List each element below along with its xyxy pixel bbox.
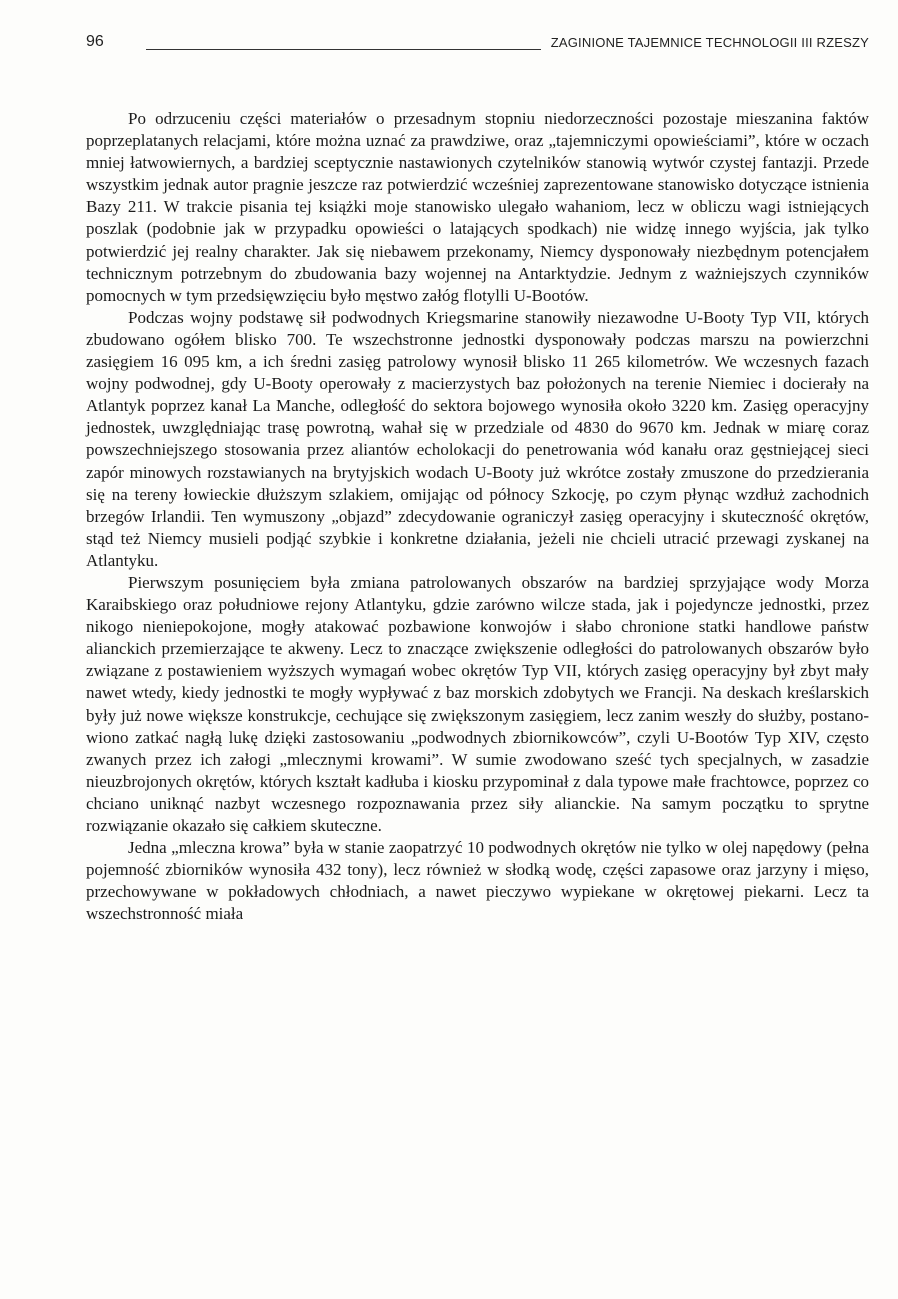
body-text xyxy=(86,108,869,925)
running-header xyxy=(86,32,869,56)
header-rule xyxy=(146,49,541,50)
page-number: 96 xyxy=(86,33,104,50)
paragraph: Pierwszym posunięciem była zmiana patrolowanych obszarów na bardziej sprzyjające wody Morza Karaibskiego oraz południowe rejony Atlantyku, gdzie zarówno wilcze stada, jak i pojedyncze jednostki, przez nikogo nieniepokojone, mogły atakować pozbawione konwojów i słabo chronione statki handlowe państw alianckich przemierzające te akweny. Lecz to znaczące zwiększenie odległości do patrolowanych obszarów było związane z postawieniem wyższych wymagań wobec okrętów Typ VII, których zasięg operacyjny był zbyt mały nawet wtedy, kiedy jednostki te mogły wypływać z baz morskich zdobytych we Francji. Na deskach kreślarskich były już nowe większe konstrukcje, cechujące się zwiększonym zasięgiem, lecz zanim weszły do służby, postanowiono zatkać nagłą lukę dzięki zastosowaniu „podwodnych zbiornikowców”, czyli U-Bootów Typ XIV, często zwanych przez ich załogi „mlecznymi krowami”. W sumie zwodowano sześć tych specjalnych, w zasadzie nieuzbrojonych okrętów, których kształt kadłuba i kiosku przypominał z dala typowe małe frachtowce, poprzez co chciano uniknąć nazbyt wczesnego rozpoznawania przez siły alianckie. Na samym początku to sprytne rozwiązanie okazało się całkiem skuteczne. xyxy=(86,572,869,835)
paragraph: Jedna „mleczna krowa” była w stanie zaopatrzyć 10 podwodnych okrętów nie tylko w olej napędowy (pełna pojemność zbiorników wynosiła 432 tony), lecz również w słodką wodę, części zapasowe oraz jarzyny i mięso, przechowywane w pokładowych chłodniach, a nawet pieczywo wypiekane w okrętowej piekarni. Lecz ta wszechstronność miała xyxy=(86,838,869,924)
paragraph: Podczas wojny podstawę sił podwodnych Kriegsmarine stanowiły niezawodne U-Booty Typ VII, których zbudowano ogółem blisko 700. Te wszechstronne jednostki dysponowały podczas marszu na powierzchni zasięgiem 16 095 km, a ich średni zasięg patrolowy wynosił blisko 11 265 kilometrów. We wczesnych fazach wojny podwodnej, gdy U-Booty operowały z macierzystych baz położonych na terenie Niemiec i docierały na Atlantyk poprzez kanał La Manche, odległość do sektora bojowego wynosiła około 3220 km. Zasięg operacyjny jednostek, uwzględniając trasę powrotną, wahał się w przedziale od 4830 do 9670 km. Jednak w miarę coraz powszechniejszego stosowania przez aliantów echolokacji do penetrowania wód kanału oraz gęstniejącej sieci zapór minowych rozstawianych na brytyjskich wodach U-Booty już wkrótce zostały zmuszone do przedzierania się na tereny łowieckie dłuższym szlakiem, omijając od północy Szkocję, po czym płynąc wzdłuż zachodnich brzegów Irlandii. Ten wymuszony „objazd” zdecydowanie ograniczył zasięg operacyjny i skuteczność okrętów, stąd też Niemcy musieli podjąć szybkie i konkretne działania, jeżeli nie chcieli utracić przewagi zyskanej na Atlantyku. xyxy=(86,307,869,570)
running-title: ZAGINIONE TAJEMNICE TECHNOLOGII III RZESZY xyxy=(550,35,869,50)
paragraph: Po odrzuceniu części materiałów o przesadnym stopniu niedorzeczności pozostaje mieszanina faktów poprzeplatanych relacjami, które można uznać za prawdziwe, oraz „tajemniczymi opowieściami”, które w oczach mniej łatwowiernych, a bardziej sceptycznie nastawionych czytelników stanowią wytwór czystej fantazji. Przede wszystkim jednak autor pragnie jeszcze raz potwierdzić wcześniej zaprezentowane stanowisko dotyczące istnienia Bazy 211. W trakcie pisania tej książki moje stanowisko ulegało wahaniom, lecz w obliczu wagi istniejących poszlak (podobnie jak w przypadku opowieści o latających spodkach) nie widzę innego wyjścia, jak tylko potwierdzić jej realny charakter. Jak się niebawem przekonamy, Niemcy dysponowały niezbędnym potencjałem technicznym potrzebnym do zbudowania bazy wojennej na Antarktydzie. Jednym z ważniejszych czynników pomocnych w tym przedsięwzięciu było męstwo załóg flotylli U-Bootów. xyxy=(86,109,869,305)
